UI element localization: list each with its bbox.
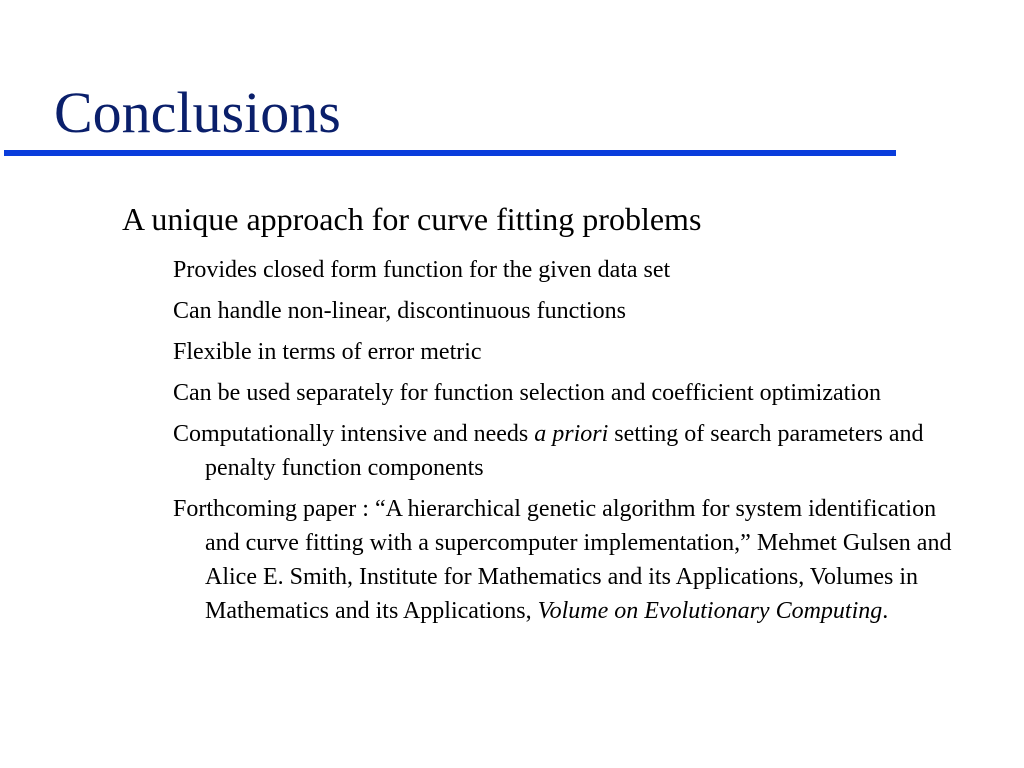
slide-title: Conclusions — [54, 80, 341, 145]
bullet-separate-use — [173, 376, 973, 410]
bullet-text-before: Forthcoming paper : “A hierarchical genetic algorithm for system identification and curve fitting with a supercomputer implementation,” Mehmet Gulsen and Alice E. Smith, Institute for Mathematics and its Applications, Volumes in Mathematics and its Applications, — [173, 496, 952, 624]
bullet-error-metric — [173, 335, 973, 369]
bullet-text: Flexible in terms of error metric — [173, 339, 482, 365]
bullet-closed-form — [173, 253, 973, 287]
bullet-computational-cost — [173, 417, 973, 485]
bullet-text: Can be used separately for function selection and coefficient optimization — [173, 380, 881, 406]
bullet-text-before: Computationally intensive and needs — [173, 421, 535, 447]
bullet-text: Can handle non-linear, discontinuous functions — [173, 298, 626, 324]
sub-bullet-list — [173, 253, 973, 635]
title-underline — [4, 150, 896, 156]
bullet-forthcoming-paper — [173, 492, 973, 628]
bullet-non-linear — [173, 294, 973, 328]
bullet-text-emphasis: Volume on Evolutionary Computing — [537, 598, 883, 624]
main-point: A unique approach for curve fitting problems — [122, 201, 702, 237]
bullet-text-after: setting of search parameters and penalty function components — [205, 421, 924, 481]
bullet-text-emphasis: a priori — [534, 421, 609, 447]
bullet-text-after: . — [882, 598, 889, 624]
bullet-text: Provides closed form function for the given data set — [173, 257, 671, 283]
